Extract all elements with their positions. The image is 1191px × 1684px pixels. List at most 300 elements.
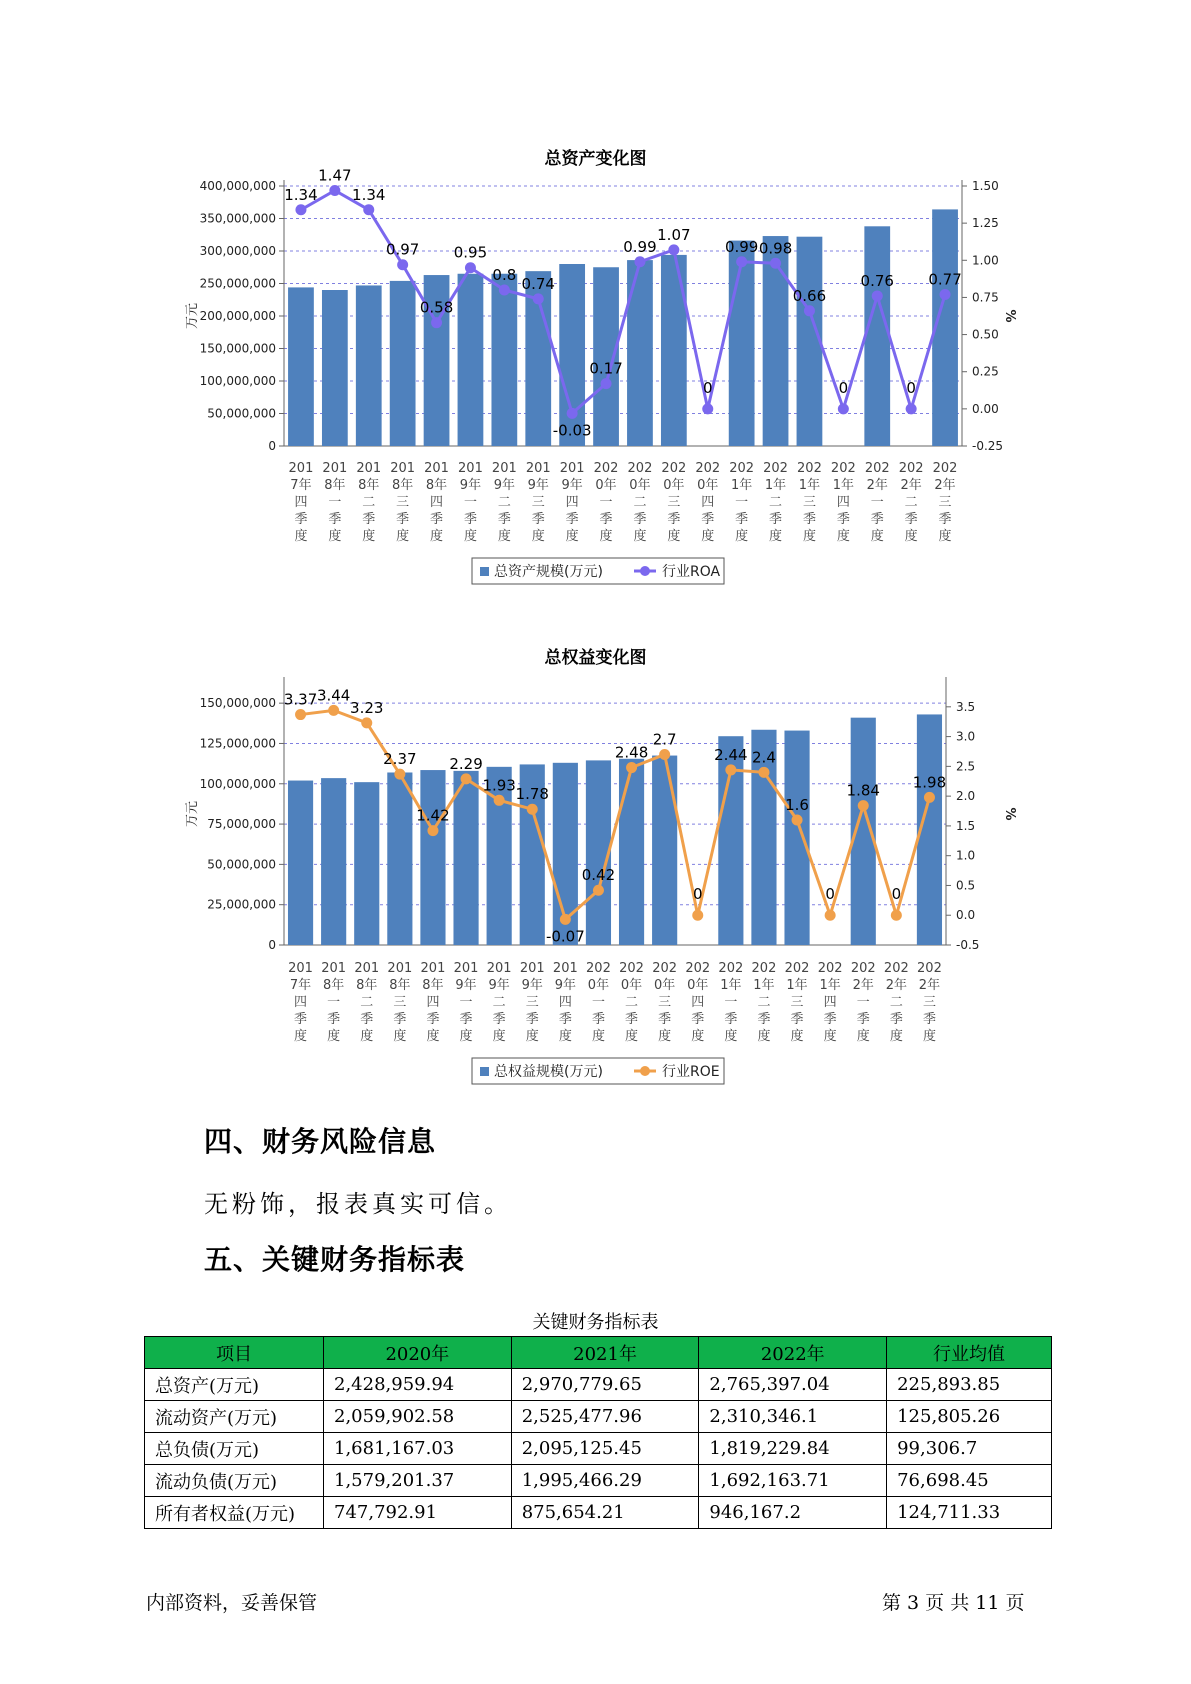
x-tick-label: 季	[327, 1012, 341, 1027]
x-tick-label: 度	[360, 1029, 374, 1044]
x-tick-label: 季	[757, 1012, 771, 1027]
data-label: 1.47	[318, 166, 352, 185]
bar	[354, 782, 379, 945]
table-cell: 1,681,167.03	[324, 1433, 512, 1465]
x-tick-label: 季	[658, 1012, 672, 1027]
x-tick-label: 一	[870, 495, 884, 510]
x-tick-label: 季	[769, 512, 783, 527]
y-tick-label: 350,000,000	[199, 211, 276, 226]
x-tick-label: 度	[362, 529, 376, 544]
x-tick-label: 季	[558, 1012, 572, 1027]
x-tick-label: 8年	[389, 978, 411, 993]
data-label: 2.48	[614, 743, 649, 762]
x-tick-label: 二	[769, 495, 783, 510]
x-tick-label: 季	[599, 512, 613, 527]
y2-tick-label: 0.5	[956, 878, 976, 893]
x-tick-label: 季	[492, 1012, 506, 1027]
x-tick-label: 9年	[488, 978, 510, 993]
x-tick-label: 季	[426, 1012, 440, 1027]
x-tick-label: 度	[922, 1029, 936, 1044]
x-tick-label: 8年	[422, 978, 444, 993]
x-tick-label: 202	[797, 461, 822, 476]
x-tick-label: 201	[458, 461, 483, 476]
x-tick-label: 四	[691, 995, 705, 1010]
x-tick-label: 1年	[819, 978, 841, 993]
x-tick-label: 202	[932, 461, 958, 476]
table-cell: 1,692,163.71	[699, 1465, 887, 1497]
x-tick-label: 季	[591, 1012, 605, 1027]
table-cell: 1,819,229.84	[699, 1433, 887, 1465]
data-label: 0	[838, 378, 849, 397]
line-point	[825, 910, 836, 921]
x-tick-label: 四	[565, 495, 579, 510]
x-tick-label: 三	[802, 495, 816, 510]
x-tick-label: 三	[667, 495, 681, 510]
data-label: 0.42	[581, 866, 616, 885]
data-label: 2.4	[752, 748, 776, 767]
x-tick-label: 季	[836, 512, 850, 527]
x-tick-label: 0年	[654, 978, 676, 993]
x-tick-label: 二	[757, 995, 771, 1010]
data-label: 2.29	[449, 754, 483, 773]
data-label: 0.95	[453, 243, 488, 262]
table-row	[145, 1401, 1052, 1433]
x-tick-label: 201	[387, 961, 413, 976]
x-tick-label: 一	[459, 995, 473, 1010]
x-tick-label: 度	[294, 1029, 308, 1044]
data-label: 1.78	[515, 785, 549, 804]
y2-tick-label: 0.50	[972, 327, 999, 342]
x-tick-label: 度	[856, 1029, 870, 1044]
line-point	[593, 885, 604, 896]
x-tick-label: 201	[453, 961, 479, 976]
x-tick-label: 度	[565, 529, 579, 544]
x-tick-label: 度	[870, 529, 884, 544]
x-tick-label: 201	[491, 461, 517, 476]
risk-info-text: 无粉饰，报表真实可信。	[204, 1190, 512, 1218]
table-cell: 124,711.33	[887, 1497, 1052, 1529]
x-tick-label: 度	[599, 529, 613, 544]
x-tick-label: 度	[328, 529, 342, 544]
bar	[619, 759, 644, 945]
table-cell: 2,310,346.1	[699, 1401, 887, 1433]
x-tick-label: 季	[922, 1012, 936, 1027]
x-tick-label: 1年	[786, 978, 808, 993]
x-tick-label: 度	[327, 1029, 341, 1044]
x-tick-label: 二	[492, 995, 506, 1010]
data-label: -0.03	[552, 421, 592, 440]
x-tick-label: 8年	[425, 478, 448, 493]
x-tick-label: 1年	[731, 478, 753, 493]
y2-axis-label: %	[1002, 309, 1017, 323]
x-tick-label: 一	[724, 995, 738, 1010]
x-tick-label: 度	[701, 529, 715, 544]
y-tick-label: 125,000,000	[199, 736, 276, 751]
table-cell: 225,893.85	[887, 1369, 1052, 1401]
x-tick-label: 度	[938, 529, 952, 544]
x-tick-label: 一	[599, 495, 613, 510]
x-tick-label: 8年	[323, 978, 345, 993]
x-tick-label: 202	[627, 461, 653, 476]
y2-tick-label: 1.00	[972, 253, 999, 268]
data-label: 1.42	[416, 806, 450, 825]
x-tick-label: 季	[459, 1012, 473, 1027]
line-point	[560, 914, 571, 925]
x-tick-label: 202	[917, 961, 942, 976]
x-tick-label: 度	[802, 529, 816, 544]
x-tick-label: 度	[558, 1029, 572, 1044]
x-tick-label: 8年	[392, 478, 414, 493]
data-label: 0.77	[928, 270, 962, 289]
line-point	[792, 814, 803, 825]
column-header: 项目	[145, 1337, 324, 1369]
data-label: 0	[891, 885, 902, 904]
data-label: 1.07	[657, 225, 691, 244]
data-label: 0.17	[589, 359, 623, 378]
x-tick-label: 季	[667, 512, 681, 527]
x-tick-label: 度	[633, 529, 647, 544]
x-tick-label: 201	[519, 961, 545, 976]
footer-confidential-note: 内部资料，妥善保管	[146, 1592, 318, 1614]
y-tick-label: 0	[268, 938, 276, 952]
x-tick-label: 三	[525, 995, 539, 1010]
x-tick-label: 季	[362, 512, 376, 527]
data-label: 0.76	[860, 271, 894, 290]
x-tick-label: 一	[328, 495, 342, 510]
data-label: 2.7	[652, 730, 677, 749]
table-cell: 2,970,779.65	[511, 1369, 699, 1401]
x-tick-label: 2年	[852, 978, 874, 993]
bar	[420, 770, 445, 945]
x-tick-label: 202	[661, 461, 687, 476]
data-label: 0.74	[521, 274, 555, 293]
x-tick-label: 度	[625, 1029, 639, 1044]
x-tick-label: 2年	[866, 478, 888, 493]
x-tick-label: 二	[360, 995, 374, 1010]
row-label: 所有者权益(万元)	[145, 1497, 324, 1529]
data-label: 3.44	[316, 686, 351, 705]
data-label: 0.97	[385, 240, 420, 259]
x-tick-label: 0年	[587, 978, 610, 993]
legend-label: 总资产规模(万元)	[494, 564, 603, 580]
x-tick-label: 9年	[493, 478, 515, 493]
x-tick-label: 度	[463, 529, 477, 544]
y-axis-label: 万元	[185, 800, 200, 828]
table-row	[145, 1465, 1052, 1497]
legend-swatch-point	[640, 1066, 650, 1076]
x-tick-label: 202	[784, 961, 810, 976]
legend-label: 行业ROE	[662, 1064, 720, 1080]
x-tick-label: 季	[625, 1012, 639, 1027]
column-header: 2022年	[699, 1337, 887, 1369]
x-tick-label: 201	[559, 461, 585, 476]
y2-tick-label: 3.5	[956, 699, 976, 714]
bar	[652, 756, 677, 945]
line-point	[361, 717, 372, 728]
x-tick-label: 季	[938, 512, 952, 527]
y2-tick-label: 2.0	[956, 789, 976, 804]
bar	[387, 772, 412, 945]
y-tick-label: 250,000,000	[199, 276, 276, 291]
x-tick-label: 季	[633, 512, 647, 527]
data-label: 3.37	[283, 690, 318, 709]
x-tick-label: 202	[864, 461, 890, 476]
x-tick-label: 二	[497, 495, 511, 510]
x-tick-label: 度	[735, 529, 749, 544]
x-tick-label: 季	[294, 512, 308, 527]
x-tick-label: 1年	[720, 978, 742, 993]
line-point	[461, 773, 472, 784]
y-tick-label: 100,000,000	[199, 374, 276, 388]
x-tick-label: 202	[898, 461, 924, 476]
x-tick-label: 三	[658, 995, 672, 1010]
x-tick-label: 2年	[918, 978, 941, 993]
column-header: 2021年	[511, 1337, 699, 1369]
y2-tick-label: 0.25	[972, 364, 999, 379]
table-cell: 2,095,125.45	[511, 1433, 699, 1465]
data-label: 0	[825, 885, 835, 904]
y-tick-label: 50,000,000	[207, 857, 276, 872]
x-tick-label: 201	[390, 461, 416, 476]
x-tick-label: 季	[525, 1012, 539, 1027]
x-tick-label: 季	[497, 512, 511, 527]
data-label: 1.84	[846, 781, 880, 800]
x-tick-label: 度	[658, 1029, 672, 1044]
x-tick-label: 1年	[753, 978, 775, 993]
y-axis-label: 万元	[185, 302, 200, 330]
y-tick-label: 100,000,000	[199, 776, 276, 791]
data-label: 1.6	[785, 795, 809, 814]
x-tick-label: 9年	[561, 478, 583, 493]
y-tick-label: 0	[268, 439, 276, 453]
x-tick-label: 度	[724, 1029, 738, 1044]
y2-tick-label: 3.0	[956, 729, 976, 744]
y2-axis-label: %	[1002, 807, 1017, 821]
y-tick-label: 200,000,000	[199, 309, 276, 323]
x-tick-label: 2年	[885, 978, 907, 993]
x-tick-label: 季	[724, 1012, 738, 1027]
x-tick-label: 202	[695, 461, 721, 476]
x-tick-label: 度	[757, 1029, 771, 1044]
table-cell: 946,167.2	[699, 1497, 887, 1529]
x-tick-label: 201	[525, 461, 551, 476]
data-label: 1.34	[284, 185, 318, 204]
x-tick-label: 202	[652, 961, 678, 976]
x-tick-label: 0年	[697, 478, 719, 493]
data-label: 0	[702, 378, 713, 397]
x-tick-label: 度	[889, 1029, 903, 1044]
x-tick-label: 202	[685, 961, 711, 976]
x-tick-label: 201	[322, 461, 348, 476]
data-label: 0.8	[492, 266, 517, 284]
x-tick-label: 201	[420, 961, 446, 976]
legend-swatch-bar	[480, 1067, 489, 1076]
x-tick-label: 度	[790, 1029, 804, 1044]
line-point	[626, 762, 637, 773]
x-tick-label: 季	[823, 1012, 837, 1027]
x-tick-label: 度	[769, 529, 783, 544]
x-tick-label: 1年	[832, 478, 854, 493]
x-tick-label: 度	[823, 1029, 837, 1044]
x-tick-label: 四	[558, 995, 572, 1010]
x-tick-label: 季	[294, 1012, 308, 1027]
table-cell: 747,792.91	[324, 1497, 512, 1529]
y-tick-label: 300,000,000	[199, 244, 276, 258]
x-tick-label: 9年	[527, 478, 549, 493]
x-tick-label: 度	[426, 1029, 440, 1044]
data-label: 0	[692, 885, 703, 904]
x-tick-label: 201	[424, 461, 449, 476]
y2-tick-label: 0.0	[956, 908, 976, 923]
table-cell: 76,698.45	[887, 1465, 1052, 1497]
x-tick-label: 二	[889, 995, 903, 1010]
table-cell: 2,525,477.96	[511, 1401, 699, 1433]
table-row	[145, 1497, 1052, 1529]
x-tick-label: 8年	[358, 478, 380, 493]
y-tick-label: 75,000,000	[207, 817, 276, 832]
chart-title: 总资产变化图	[544, 149, 647, 169]
x-tick-label: 季	[856, 1012, 870, 1027]
x-tick-label: 0年	[687, 978, 709, 993]
x-tick-label: 7年	[290, 478, 312, 493]
table-cell: 1,995,466.29	[511, 1465, 699, 1497]
x-tick-label: 四	[294, 995, 308, 1010]
x-tick-label: 季	[565, 512, 579, 527]
x-tick-label: 度	[667, 529, 681, 544]
section-heading-risk: 四、财务风险信息	[204, 1125, 437, 1158]
data-label: 2.44	[714, 745, 748, 764]
data-label: 1.98	[912, 773, 947, 792]
x-tick-label: 三	[790, 995, 804, 1010]
y2-tick-label: -0.5	[956, 938, 980, 952]
key-financial-table	[144, 1336, 1052, 1529]
x-tick-label: 三	[396, 495, 410, 510]
data-label: 0.58	[419, 298, 454, 317]
x-tick-label: 201	[288, 461, 314, 476]
row-label: 总资产(万元)	[145, 1369, 324, 1401]
x-tick-label: 202	[751, 961, 777, 976]
bar	[321, 778, 346, 945]
x-tick-label: 四	[701, 495, 715, 510]
legend-label: 行业ROA	[662, 564, 721, 580]
x-tick-label: 季	[393, 1012, 407, 1027]
table-cell: 1,579,201.37	[324, 1465, 512, 1497]
x-tick-label: 季	[691, 1012, 705, 1027]
row-label: 流动负债(万元)	[145, 1465, 324, 1497]
y2-tick-label: 0.75	[972, 290, 999, 305]
table-cell: 2,428,959.94	[324, 1369, 512, 1401]
x-tick-label: 201	[321, 961, 347, 976]
x-tick-label: 季	[735, 512, 749, 527]
x-tick-label: 季	[531, 512, 545, 527]
table-cell: 2,059,902.58	[324, 1401, 512, 1433]
x-tick-label: 季	[904, 512, 918, 527]
x-tick-label: 201	[288, 961, 313, 976]
x-tick-label: 度	[459, 1029, 473, 1044]
x-tick-label: 四	[823, 995, 837, 1010]
line-point	[692, 910, 703, 921]
table-caption: 关键财务指标表	[532, 1312, 659, 1333]
x-tick-label: 9年	[455, 978, 477, 993]
x-tick-label: 0年	[620, 978, 643, 993]
line-point	[758, 767, 769, 778]
x-tick-label: 四	[430, 495, 444, 510]
x-tick-label: 8年	[324, 478, 346, 493]
x-tick-label: 2年	[934, 478, 956, 493]
y-tick-label: 50,000,000	[207, 406, 276, 421]
y-tick-label: 25,000,000	[207, 897, 276, 912]
x-tick-label: 202	[593, 461, 619, 476]
legend-label: 总权益规模(万元)	[494, 1064, 603, 1080]
x-tick-label: 季	[870, 512, 884, 527]
x-tick-label: 202	[763, 461, 788, 476]
data-label: 0.99	[623, 237, 657, 256]
x-tick-label: 一	[735, 495, 749, 510]
x-tick-label: 201	[552, 961, 578, 976]
section-heading-indicators: 五、关键财务指标表	[204, 1243, 466, 1276]
x-tick-label: 1年	[764, 478, 787, 493]
x-tick-label: 9年	[521, 978, 543, 993]
x-tick-label: 三	[393, 995, 407, 1010]
data-label: 2.37	[383, 750, 417, 769]
table-row	[145, 1369, 1052, 1401]
y-tick-label: 150,000,000	[199, 696, 276, 711]
data-label: 0	[906, 378, 916, 397]
x-tick-label: 202	[850, 961, 876, 976]
x-tick-label: 三	[531, 495, 545, 510]
x-tick-label: 0年	[629, 478, 651, 493]
table-cell: 875,654.21	[511, 1497, 699, 1529]
x-tick-label: 201	[356, 461, 382, 476]
line-point	[659, 749, 670, 760]
table-cell: 2,765,397.04	[699, 1369, 887, 1401]
line-point	[891, 910, 902, 921]
x-tick-label: 度	[492, 1029, 506, 1044]
x-tick-label: 一	[463, 495, 477, 510]
table-cell: 125,805.26	[887, 1401, 1052, 1433]
line-point	[527, 804, 538, 815]
x-tick-label: 2年	[900, 478, 922, 493]
x-tick-label: 202	[586, 961, 611, 976]
line-point	[394, 769, 405, 780]
bar	[453, 771, 478, 945]
line-point	[725, 764, 736, 775]
x-tick-label: 度	[396, 529, 410, 544]
line-point	[858, 800, 869, 811]
line-point	[924, 792, 935, 803]
x-tick-label: 四	[836, 495, 850, 510]
x-tick-label: 0年	[595, 478, 617, 493]
x-tick-label: 201	[354, 961, 380, 976]
x-tick-label: 季	[701, 512, 715, 527]
bar	[784, 731, 809, 945]
y2-tick-label: 1.25	[972, 216, 999, 231]
table-header-row	[145, 1337, 1052, 1369]
table-cell: 99,306.7	[887, 1433, 1052, 1465]
x-tick-label: 202	[729, 461, 755, 476]
x-tick-label: 季	[360, 1012, 374, 1027]
y-tick-label: 150,000,000	[199, 341, 276, 356]
x-tick-label: 二	[633, 495, 647, 510]
x-tick-label: 度	[294, 529, 308, 544]
data-label: 0.99	[724, 237, 759, 256]
x-tick-label: 201	[486, 961, 512, 976]
x-tick-label: 7年	[289, 978, 312, 993]
x-tick-label: 202	[619, 961, 644, 976]
x-tick-label: 度	[836, 529, 850, 544]
x-tick-label: 度	[531, 529, 545, 544]
x-tick-label: 季	[430, 512, 444, 527]
